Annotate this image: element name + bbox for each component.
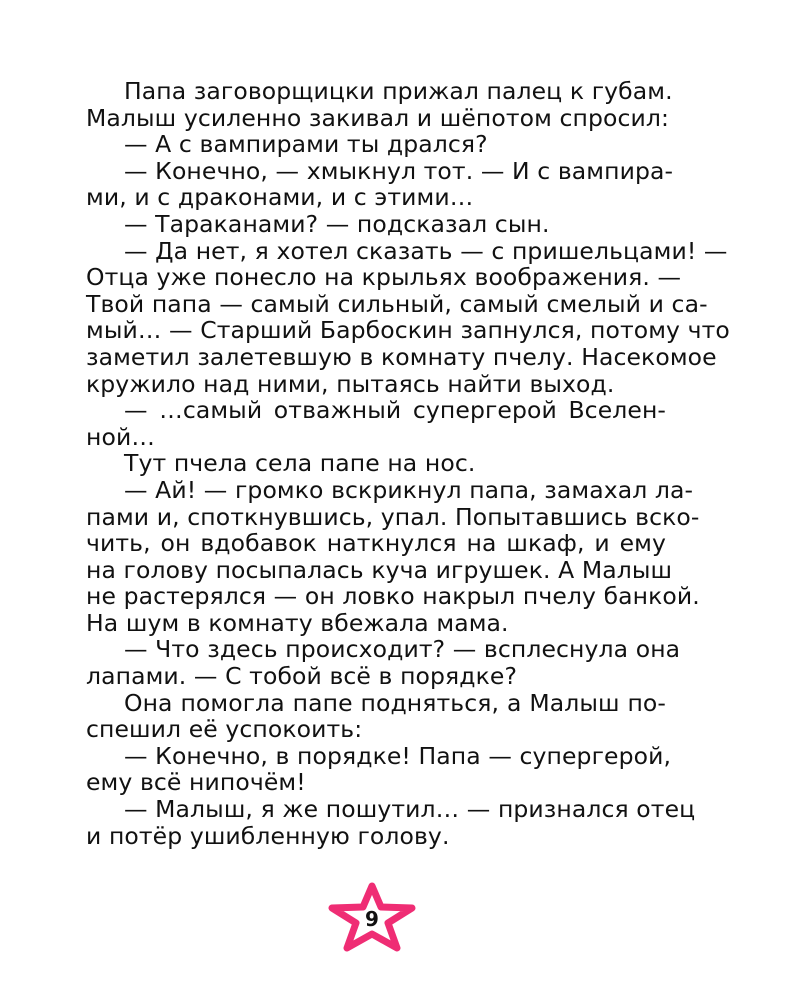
text-line: не растерялся — он ловко накрыл пчелу банкой. xyxy=(86,582,700,611)
text-line: на голову посыпалась куча игрушек. А Малыш xyxy=(86,555,673,584)
text-line: мый… — Старший Барбоскин запнулся, потому что xyxy=(86,316,730,345)
text-line: заметил залетевшую в комнату пчелу. Насекомое xyxy=(86,342,717,371)
text-line: и потёр ушибленную голову. xyxy=(86,821,450,850)
text-line: — Ай! — громко вскрикнул папа, замахал ла- xyxy=(124,475,694,504)
page-number: 9 xyxy=(365,907,379,931)
text-line: Папа заговорщицки прижал палец к губам. xyxy=(124,77,673,105)
text-line: спешил её успокоить: xyxy=(86,715,363,744)
text-line: — Конечно, в порядке! Папа — супергерой, xyxy=(124,741,672,770)
text-line: лапами. — С тобой всё в порядке? xyxy=(86,662,518,691)
text-line: — …самый отважный супергерой Вселен- xyxy=(124,396,666,425)
story-text xyxy=(86,77,730,850)
text-line: Отца уже понесло на крыльях воображения. — xyxy=(86,263,682,292)
text-line: — Малыш, я же пошутил… — признался отец xyxy=(124,795,696,824)
text-line: чить, он вдобавок наткнулся на шкаф, и ему xyxy=(86,529,666,558)
text-line: На шум в комнату вбежала мама. xyxy=(86,608,509,637)
text-line: кружило над ними, пытаясь найти выход. xyxy=(86,369,615,398)
text-line: — Конечно, — хмыкнул тот. — И с вампира- xyxy=(124,156,674,185)
text-line: Малыш усиленно закивал и шёпотом спросил: xyxy=(86,103,670,132)
text-line: — Да нет, я хотел сказать — с пришельцами! — xyxy=(124,236,728,265)
text-line: ми, и с драконами, и с этими… xyxy=(86,183,474,212)
text-line: Тут пчела села папе на нос. xyxy=(124,449,476,478)
text-line: ему всё нипочём! xyxy=(86,768,306,797)
text-line: ной… xyxy=(86,422,155,451)
text-line: — А с вампирами ты дрался? xyxy=(124,130,488,159)
text-line: — Тараканами? — подсказал сын. xyxy=(124,209,550,238)
text-line: пами и, споткнувшись, упал. Попытавшись вско- xyxy=(86,502,700,531)
text-line: — Что здесь происходит? — всплеснула она xyxy=(124,635,681,664)
text-line: Твой папа — самый сильный, самый смелый и са- xyxy=(86,289,708,318)
text-line: Она помогла папе подняться, а Малыш по- xyxy=(124,688,666,717)
page-number-badge xyxy=(324,880,420,954)
